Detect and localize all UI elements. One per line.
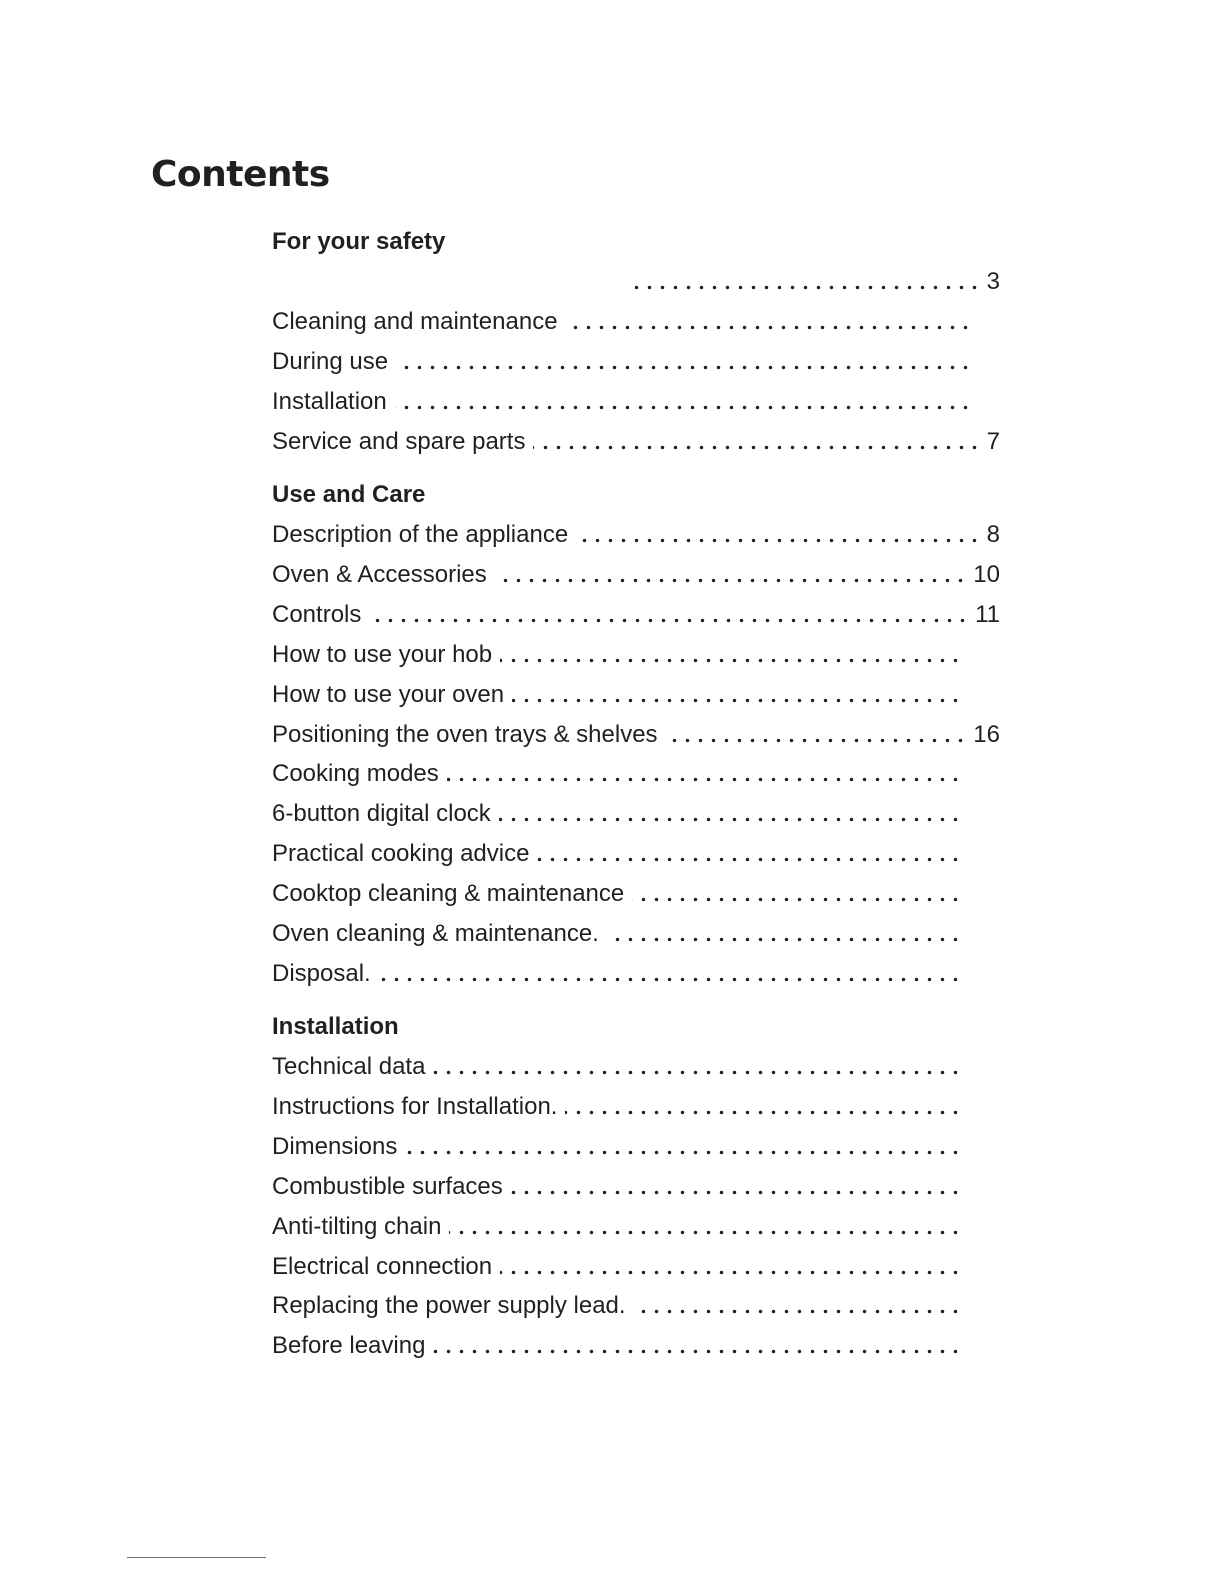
toc-entry[interactable]: [272, 720, 1000, 750]
toc-entry-label: Cooktop cleaning & maintenance: [272, 880, 625, 908]
toc-entry-label: Installation: [272, 387, 387, 415]
toc-entry-label: Controls: [272, 600, 362, 628]
toc-entry-label: 6-button digital clock: [272, 800, 491, 828]
toc-entry-label: Replacing the power supply lead.: [272, 1292, 626, 1320]
toc-entry[interactable]: [272, 959, 1000, 989]
page-title: Contents: [151, 154, 330, 195]
dot-leader: [533, 445, 981, 450]
toc-entry[interactable]: [272, 267, 1000, 297]
dot-leader: [500, 658, 962, 663]
dot-leader: [511, 1190, 962, 1195]
dot-leader: [500, 1270, 962, 1275]
dot-leader: [499, 817, 962, 822]
toc-entry-label: Instructions for Installation.: [272, 1092, 558, 1120]
dot-leader: [379, 977, 962, 982]
toc-entry[interactable]: [272, 1092, 1000, 1122]
toc-entry[interactable]: [272, 1132, 1000, 1162]
toc-entry-label: Cooking modes: [272, 760, 439, 788]
toc-entry-page: 8: [986, 521, 1000, 548]
dot-leader: [396, 365, 972, 370]
toc-entry-page: 16: [973, 720, 1000, 748]
toc-entry-label: Dimensions: [272, 1132, 398, 1160]
toc-entry[interactable]: [272, 387, 1000, 417]
toc-entry-label: How to use your oven: [272, 680, 505, 708]
dot-leader: [576, 538, 981, 543]
toc-entry-label: During use: [272, 347, 389, 375]
dot-leader: [495, 578, 967, 583]
toc-entry[interactable]: [272, 680, 1000, 710]
dot-leader: [666, 738, 967, 743]
dot-leader: [369, 618, 969, 623]
toc-entry[interactable]: [272, 799, 1000, 829]
toc-entry[interactable]: [272, 839, 1000, 869]
toc-entry[interactable]: [272, 560, 1000, 590]
toc-entry-label: Disposal.: [272, 959, 371, 987]
footer-rule: [127, 1557, 266, 1558]
section-heading: For your safety: [272, 228, 446, 255]
toc-entry[interactable]: [272, 427, 1000, 457]
toc-entry[interactable]: [272, 1052, 1000, 1082]
toc-entry[interactable]: [272, 307, 1000, 337]
dot-leader: [395, 405, 972, 410]
toc-entry-label: Anti-tilting chain: [272, 1212, 442, 1240]
dot-leader: [627, 285, 981, 290]
toc-entry[interactable]: [272, 520, 1000, 550]
dot-leader: [634, 1309, 962, 1314]
toc-entry-page: 10: [973, 560, 1000, 588]
toc-entry-label: How to use your hob: [272, 640, 493, 668]
toc-entry[interactable]: [272, 1212, 1000, 1242]
toc-entry-label: Service and spare parts: [272, 427, 526, 455]
toc-entry[interactable]: [272, 347, 1000, 377]
toc-entry[interactable]: [272, 1331, 1000, 1361]
toc-entry[interactable]: [272, 1291, 1000, 1321]
toc-entry-page: 11: [975, 600, 1000, 628]
section-heading: Use and Care: [272, 481, 426, 508]
table-of-contents: [272, 0, 1000, 1585]
toc-entry-label: Practical cooking advice: [272, 840, 530, 868]
dot-leader: [405, 1150, 962, 1155]
toc-entry-label: Oven & Accessories: [272, 560, 487, 588]
toc-entry[interactable]: [272, 1252, 1000, 1282]
dot-leader: [565, 1110, 962, 1115]
dot-leader: [512, 698, 962, 703]
toc-entry-label: Combustible surfaces: [272, 1172, 503, 1200]
toc-entry-label: Technical data: [272, 1053, 426, 1080]
toc-entry-page: 7: [986, 427, 1000, 455]
dot-leader: [449, 1230, 962, 1235]
dot-leader: [566, 325, 972, 330]
toc-entry-label: Cleaning and maintenance: [272, 307, 558, 335]
dot-leader: [433, 1070, 962, 1075]
toc-entry[interactable]: [272, 919, 1000, 949]
toc-entry[interactable]: [272, 879, 1000, 909]
toc-entry[interactable]: [272, 759, 1000, 789]
toc-entry-label: Before leaving: [272, 1332, 426, 1360]
toc-entry-label: Positioning the oven trays & shelves: [272, 720, 658, 748]
dot-leader: [632, 897, 962, 902]
dot-leader: [433, 1349, 962, 1354]
toc-entry[interactable]: [272, 600, 1000, 630]
section-heading: Installation: [272, 1013, 399, 1040]
toc-entry-label: Description of the appliance: [272, 521, 569, 548]
toc-entry-page: 3: [986, 268, 1000, 295]
dot-leader: [537, 857, 962, 862]
toc-entry[interactable]: [272, 1172, 1000, 1202]
toc-entry-label: Electrical connection: [272, 1252, 493, 1280]
toc-entry-label: Oven cleaning & maintenance.: [272, 920, 599, 947]
dot-leader: [607, 937, 962, 942]
dot-leader: [447, 777, 962, 782]
toc-entry[interactable]: [272, 640, 1000, 670]
